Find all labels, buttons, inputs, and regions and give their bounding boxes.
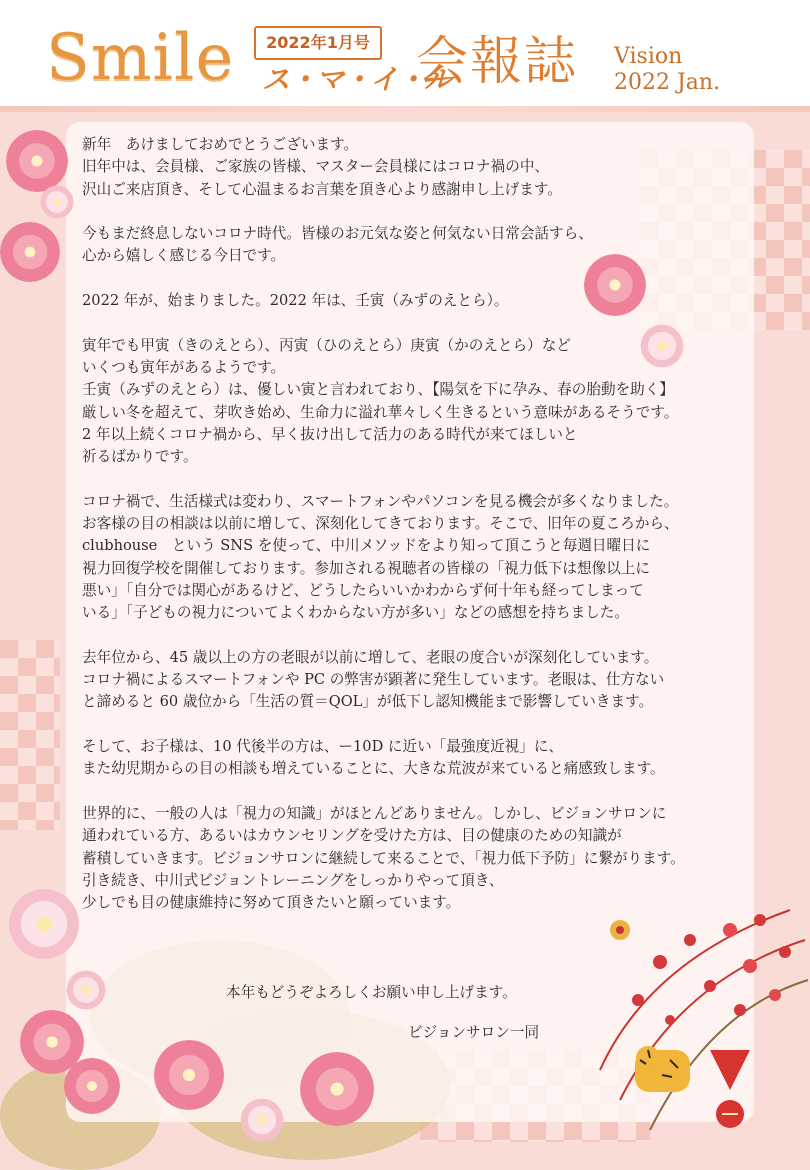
vision-line1: Vision <box>614 44 683 69</box>
signature: ビジョンサロン一同 <box>408 1024 540 1041</box>
new-year-ornament-decoration <box>590 900 810 1142</box>
plum-blossom-decoration <box>0 222 60 282</box>
paragraph-line: 2022 年が、始まりました。2022 年は、壬寅（みずのえとら）。 <box>82 292 509 310</box>
paragraph-line: 2 年以上続くコロナ禍から、早く抜け出して活力のある時代が来てほしいと <box>82 425 578 443</box>
paragraph-line: 引き続き、中川式ビジョントレーニングをしっかりやって頂き、 <box>82 871 504 889</box>
paragraph-line: 心から嬉しく感じる今日です。 <box>82 247 286 265</box>
header-divider <box>0 106 810 112</box>
plum-blossom-decoration <box>66 970 106 1010</box>
paragraph-line: 今もまだ終息しないコロナ時代。皆様のお元気な姿と何気ない日常会話すら、 <box>82 225 593 243</box>
paragraph-line: 旧年中は、会員様、ご家族の皆様、マスター会員様にはコロナ禍の中、 <box>82 158 550 176</box>
vision-label <box>614 44 720 96</box>
plum-blossom-decoration <box>40 185 74 219</box>
paragraph-line: コロナ禍で、生活様式は変わり、スマートフォンやパソコンを見る機会が多くなりました。 <box>82 492 679 510</box>
paragraph-line: 少しでも目の健康維持に努めて頂きたいと願っています。 <box>82 894 461 912</box>
paragraph-line: 新年 あけましておめでとうございます。 <box>82 136 359 153</box>
plum-blossom-decoration <box>154 1040 224 1110</box>
letter-body <box>82 134 750 914</box>
paragraph-line: コロナ禍によるスマートフォンや PC の弊害が顕著に発生しています。老眼は、仕方ない <box>82 671 665 689</box>
paragraph-line: 通われている方、あるいはカウンセリングを受けた方は、目の健康のための知識が <box>82 827 622 845</box>
paragraph-line: 去年位から、45 歳以上の方の老眼が以前に増して、老眼の度合いが深刻化しています。 <box>82 648 659 666</box>
paragraph-line: 壬寅（みずのえとら）は、優しい寅と言われており、【陽気を下に孕み、春の胎動を助く】 <box>82 381 674 399</box>
plum-blossom-decoration <box>64 1058 120 1114</box>
paragraph-line: と諦めると 60 歳位から「生活の質＝QOL」が低下し認知機能まで影響していきます。 <box>82 693 654 711</box>
paragraph-line: 厳しい冬を超えて、芽吹き始め、生命力に溢れ華々しく生きるという意味があるそうです。 <box>82 403 679 421</box>
paragraph-line: 沢山ご来店頂き、そして心温まるお言葉を頂き心より感謝申し上げます。 <box>82 180 562 198</box>
paragraph-line: また幼児期からの目の相談も増えていることに、大きな荒波が来ていると痛感致します。 <box>82 760 665 778</box>
checker-pattern <box>0 640 60 830</box>
issue-badge: 2022年1月号 <box>254 26 382 60</box>
paragraph-line: そして、お子様は、10 代後半の方は、ー10D に近い「最強度近視」に、 <box>82 738 564 756</box>
closing-line: 本年もどうぞよろしくお願い申し上げます。 <box>226 984 517 1001</box>
paragraph-line: いる」「子どもの視力についてよくわからない方が多い」などの感想を持ちました。 <box>82 604 629 622</box>
vision-line2: 2022 Jan. <box>614 70 721 95</box>
paragraph-line: 悪い」「自分では関心があるけど、どうしたらいいかわからず何十年も経ってしまって <box>82 581 644 599</box>
paragraph-line: 祈るばかりです。 <box>82 448 198 466</box>
paragraph-line: clubhouse という SNS を使って、中川メソッドをより知って頂こうと毎週日曜日に <box>82 537 651 555</box>
plum-blossom-decoration <box>240 1098 284 1142</box>
paragraph-line: お客様の目の相談は以前に増して、深刻化してきております。そこで、旧年の夏ころから、 <box>82 515 679 533</box>
paragraph-line: 寅年でも甲寅（きのえとら）、丙寅（ひのえとら）庚寅（かのえとら）など <box>82 336 571 354</box>
logo-kana: ス・マ・イ・ル <box>262 63 452 96</box>
logo: Smile <box>46 21 235 95</box>
paragraph-line: 世界的に、一般の人は「視力の知識」がほとんどありません。しかし、ビジョンサロンに <box>82 804 667 822</box>
plum-blossom-decoration <box>6 130 68 192</box>
page-title: 会報誌 <box>416 32 579 92</box>
plum-blossom-decoration <box>8 888 80 960</box>
plum-blossom-decoration <box>300 1052 374 1126</box>
paragraph-line: いくつも寅年があるようです。 <box>82 358 286 376</box>
paragraph-line: 視力回復学校を開催しております。参加される視聴者の皆様の「視力低下は想像以上に <box>82 559 650 577</box>
paragraph-line: 蓄積していきます。ビジョンサロンに継続して来ることで、「視力低下予防」に繋がります。 <box>82 849 685 867</box>
